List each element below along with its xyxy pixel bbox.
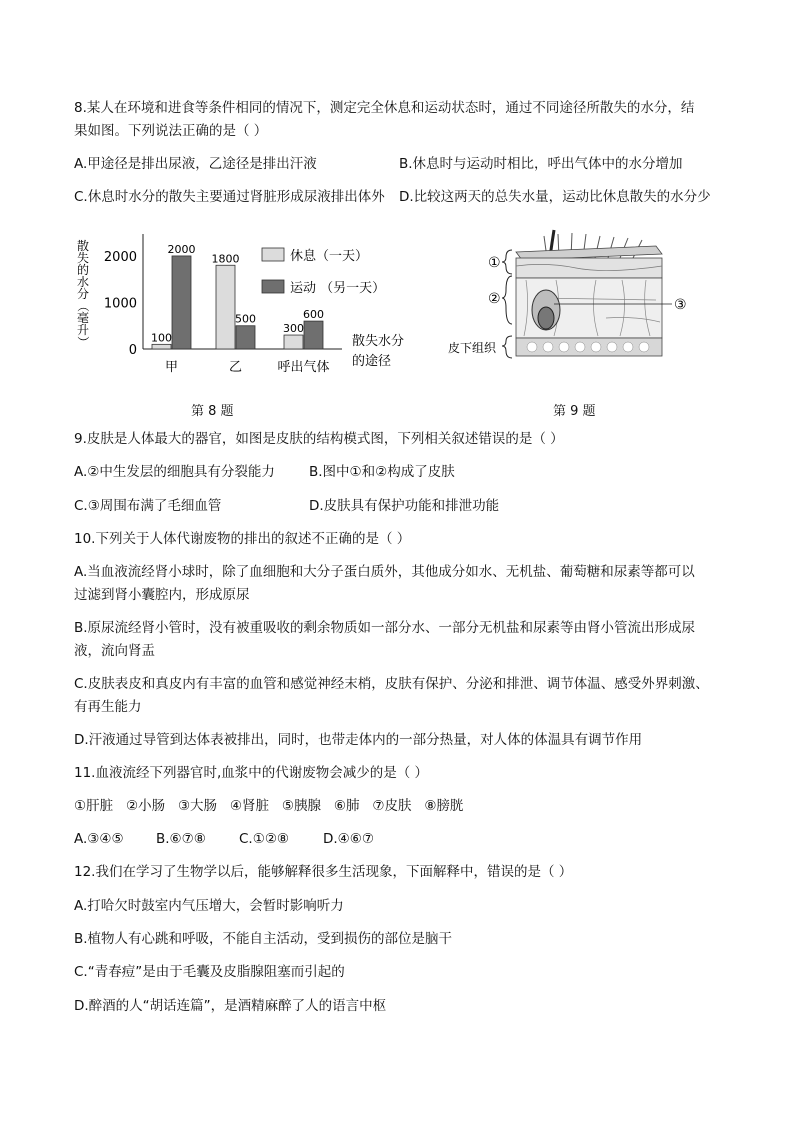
y-tick-label: 1000 bbox=[103, 296, 137, 312]
x-axis-title-line1: 散失水分 bbox=[352, 334, 405, 349]
y-axis-label-char: （ bbox=[76, 299, 90, 313]
q10-stem: 10.下列关于人体代谢废物的排出的叙述不正确的是（ ） bbox=[74, 531, 411, 547]
q12-option-c: C.“青春痘”是由于毛囊及皮脂腺阻塞而引起的 bbox=[74, 964, 345, 980]
q10-option-a-cont: 过滤到肾小囊腔内，形成原尿 bbox=[74, 587, 250, 603]
q11-organ-list: ①肝脏 ②小肠 ③大肠 ④肾脏 ⑤胰腺 ⑥肺 ⑦皮肤 ⑧膀胱 bbox=[74, 798, 464, 814]
bar-2-1 bbox=[304, 321, 323, 349]
bar-value-label: 1800 bbox=[211, 252, 240, 266]
y-tick-label: 0 bbox=[128, 343, 137, 358]
x-category-label: 呼出气体 bbox=[277, 360, 330, 375]
q10-option-b: B.原尿流经肾小管时，没有被重吸收的剩余物质如一部分水、一部分无机盐和尿素等由肾小管流出形成尿 bbox=[74, 620, 696, 636]
bar-2-0 bbox=[284, 335, 303, 349]
legend-label: 运动 （另一天） bbox=[290, 281, 386, 296]
q12-option-d: D.醉酒的人“胡话连篇”，是酒精麻醉了人的语言中枢 bbox=[74, 998, 387, 1014]
bar-0-0 bbox=[152, 344, 171, 349]
skin-label-2: ② bbox=[488, 291, 501, 307]
legend-swatch bbox=[262, 280, 284, 293]
y-axis-title bbox=[76, 238, 90, 348]
q11-option-c: C.①②⑧ bbox=[239, 831, 290, 847]
bar-value-label: 500 bbox=[235, 312, 256, 326]
q11-option-b: B.⑥⑦⑧ bbox=[156, 831, 206, 847]
x-axis-title-line2: 的途径 bbox=[352, 354, 392, 369]
q10-option-c: C.皮肤表皮和真皮内有丰富的血管和感觉神经末梢，皮肤有保护、分泌和排泄、调节体温、感受外界刺激、 bbox=[74, 676, 709, 692]
y-tick-label: 2000 bbox=[103, 249, 137, 265]
q9-option-c: C.③周围布满了毛细血管 bbox=[74, 498, 222, 514]
q11-stem: 11.血液流经下列器官时,血浆中的代谢废物会减少的是（ ） bbox=[74, 765, 429, 781]
q12-stem: 12.我们在学习了生物学以后，能够解释很多生活现象，下面解释中，错误的是（ ） bbox=[74, 864, 573, 880]
q10-option-a: A.当血液流经肾小球时，除了血细胞和大分子蛋白质外，其他成分如水、无机盐、葡萄糖和尿素等都可以 bbox=[74, 564, 695, 580]
q9-option-b: B.图中①和②构成了皮肤 bbox=[309, 464, 455, 480]
q12-option-a: A.打哈欠时鼓室内气压增大，会暂时影响听力 bbox=[74, 898, 344, 914]
q12-option-b: B.植物人有心跳和呼吸，不能自主活动，受到损伤的部位是脑干 bbox=[74, 931, 453, 947]
q10-option-c-cont: 有再生能力 bbox=[74, 699, 142, 715]
legend-swatch bbox=[262, 248, 284, 261]
subcutaneous-label: 皮下组织 bbox=[448, 341, 497, 355]
bar-value-label: 2000 bbox=[167, 242, 196, 256]
skin-label-1: ① bbox=[488, 255, 501, 271]
q8-option-b: B.休息时与运动时相比，呼出气体中的水分增加 bbox=[399, 156, 683, 172]
bar-value-label: 600 bbox=[303, 308, 324, 322]
q9-option-a: A.②中生发层的细胞具有分裂能力 bbox=[74, 464, 275, 480]
bar-value-label: 100 bbox=[151, 331, 172, 345]
q11-option-d: D.④⑥⑦ bbox=[323, 831, 374, 847]
q10-option-b-cont: 液，流向肾盂 bbox=[74, 643, 155, 659]
skin-structure-figure bbox=[446, 228, 696, 388]
q9-stem: 9.皮肤是人体最大的器官，如图是皮肤的结构模式图，下列相关叙述错误的是（ ） bbox=[74, 431, 564, 447]
q8-option-d: D.比较这两天的总失水量，运动比休息散失的水分少 bbox=[399, 189, 711, 205]
y-axis-label-char: 水 bbox=[76, 275, 90, 289]
legend-label: 休息（一天） bbox=[290, 249, 369, 264]
q11-option-a: A.③④⑤ bbox=[74, 831, 124, 847]
figure-9-caption: 第 9 题 bbox=[553, 404, 596, 419]
y-axis-label-char: 的 bbox=[76, 263, 90, 277]
y-axis-label-char: ） bbox=[76, 335, 90, 349]
q9-option-d: D.皮肤具有保护功能和排泄功能 bbox=[309, 498, 500, 514]
bar-1-0 bbox=[216, 265, 235, 349]
x-category-label: 甲 bbox=[164, 360, 179, 375]
y-axis-label-char: 散 bbox=[76, 239, 90, 253]
q8-option-a: A.甲途径是排出尿液，乙途径是排出汗液 bbox=[74, 156, 317, 172]
water-loss-chart bbox=[70, 228, 420, 388]
y-axis-label-char: 失 bbox=[76, 251, 90, 265]
q8-stem-cont: 果如图。下列说法正确的是（ ） bbox=[74, 123, 268, 139]
y-axis-label-char: 毫 bbox=[76, 311, 90, 325]
bar-value-label: 300 bbox=[283, 322, 304, 336]
x-category-label: 乙 bbox=[228, 360, 243, 375]
y-axis-label-char: 升 bbox=[76, 323, 90, 337]
bar-1-1 bbox=[236, 326, 255, 349]
skin-label-3: ③ bbox=[674, 297, 687, 313]
bar-0-1 bbox=[172, 256, 191, 349]
y-axis-label-char: 分 bbox=[76, 287, 90, 301]
figure-8-caption: 第 8 题 bbox=[191, 404, 234, 419]
q10-option-d: D.汗液通过导管到达体表被排出，同时，也带走体内的一部分热量，对人体的体温具有调节作用 bbox=[74, 732, 643, 748]
q8-option-c: C.休息时水分的散失主要通过肾脏形成尿液排出体外 bbox=[74, 189, 385, 205]
q8-stem: 8.某人在环境和进食等条件相同的情况下，测定完全休息和运动状态时，通过不同途径所散失的水分，结 bbox=[74, 100, 695, 116]
